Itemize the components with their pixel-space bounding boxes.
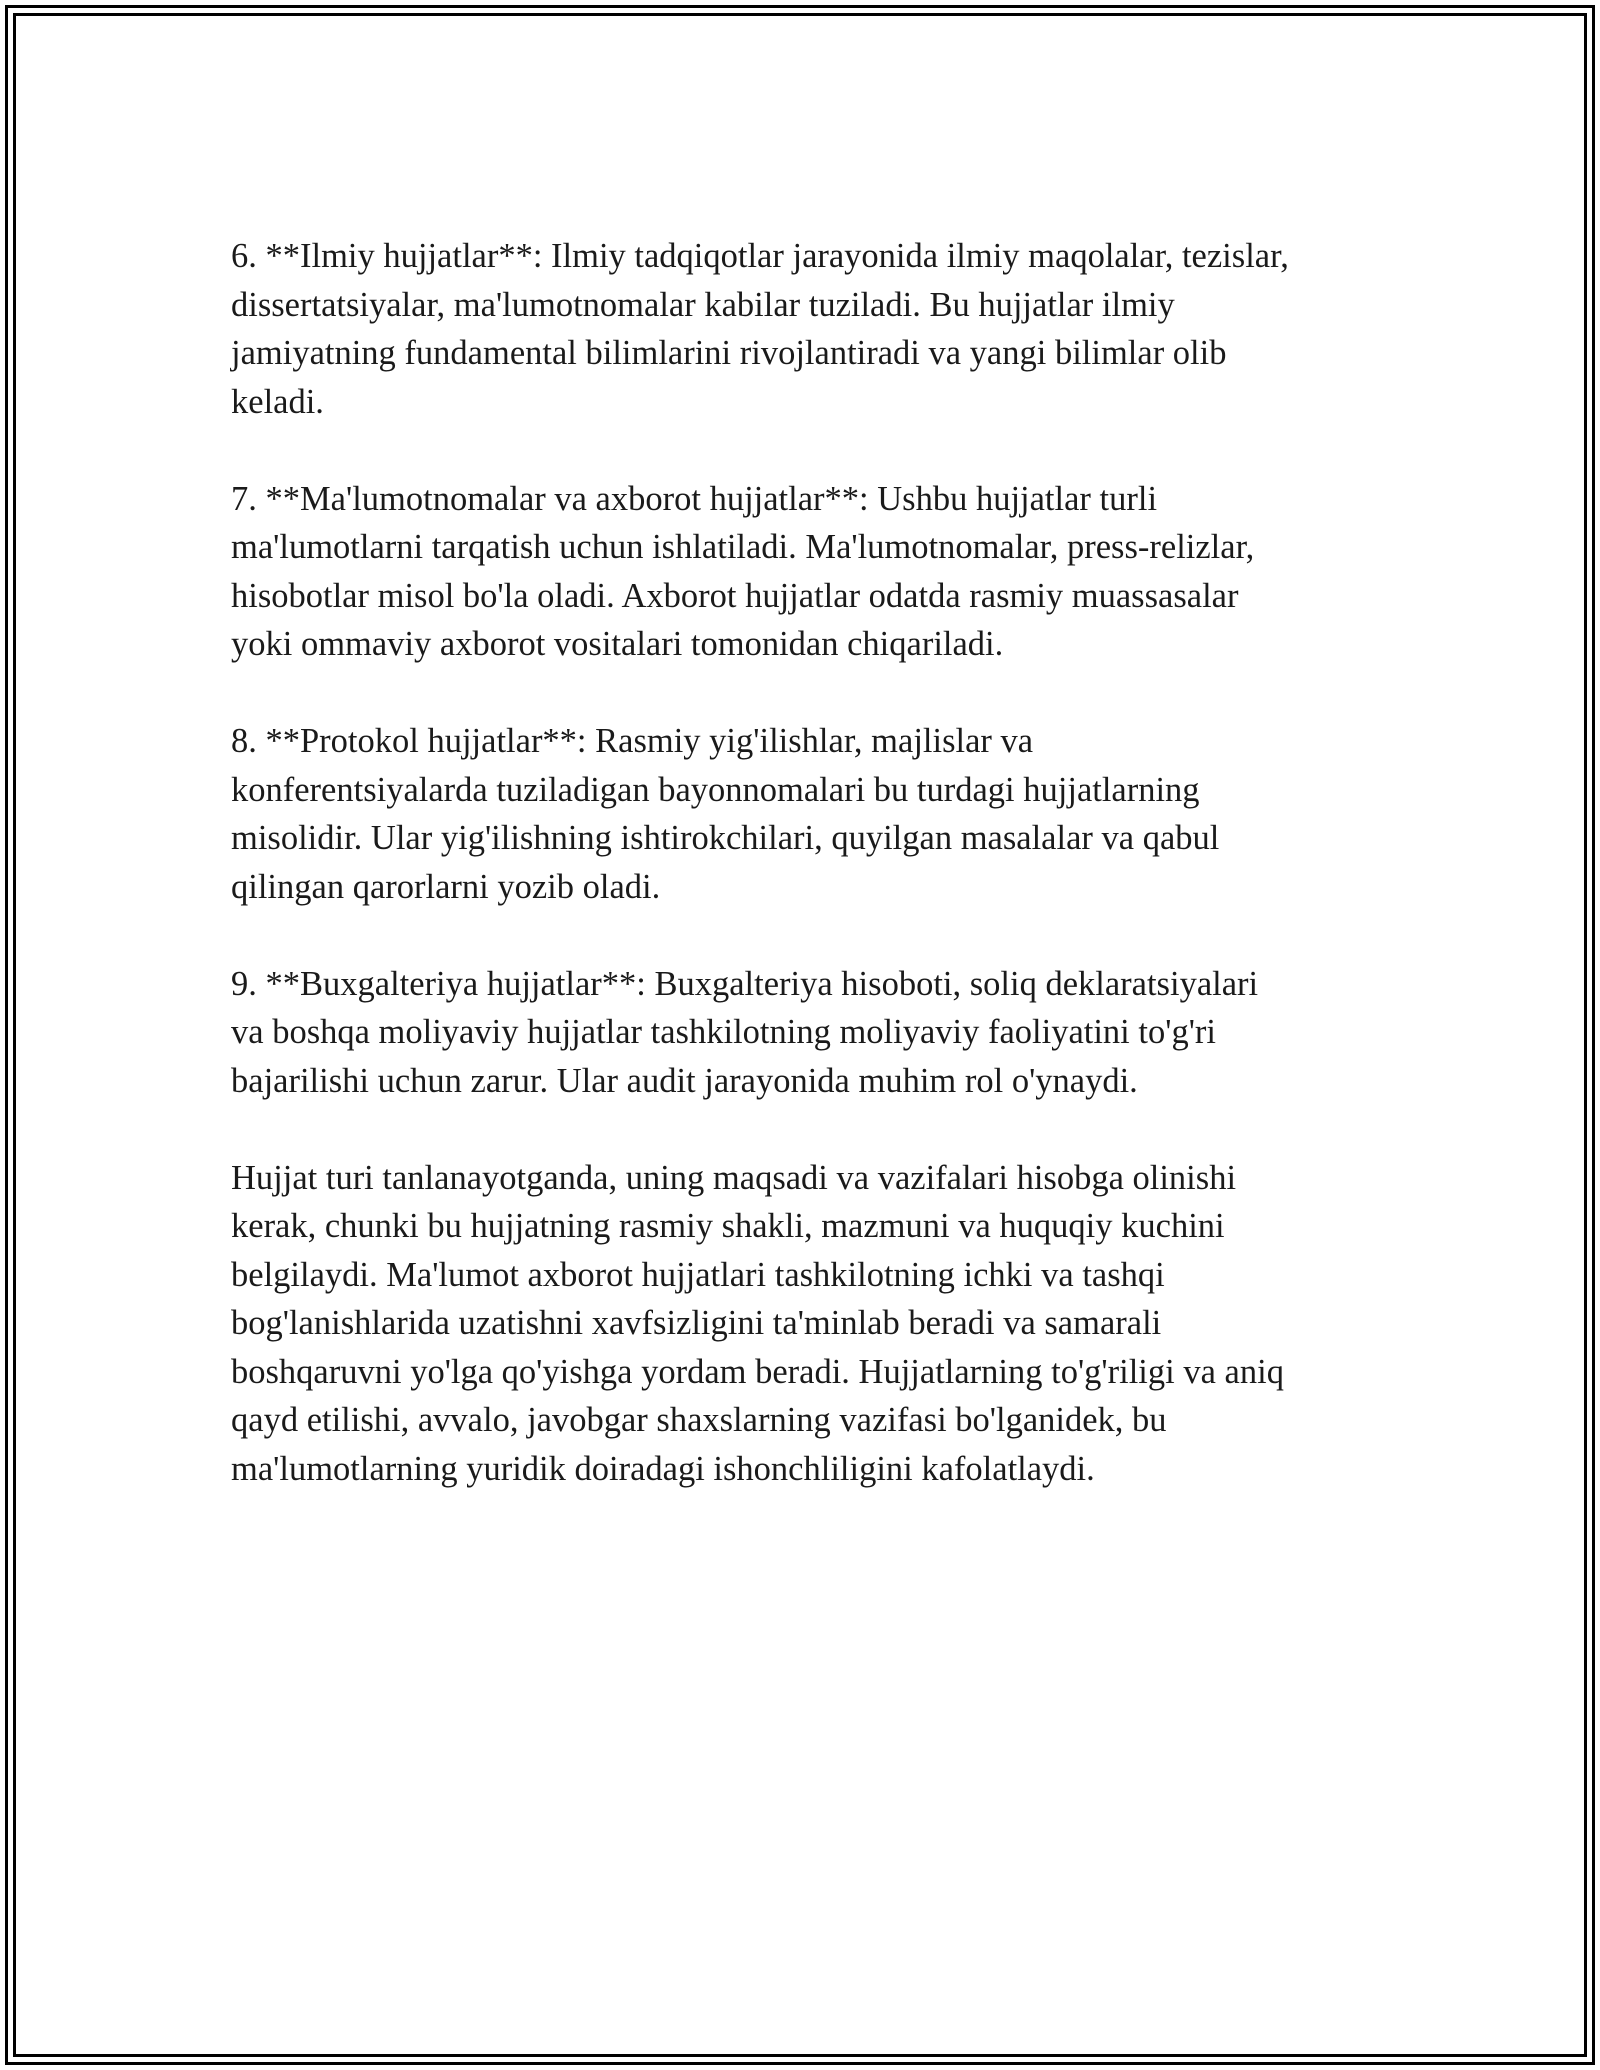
paragraph-buxgalteriya-hujjatlar: 9. **Buxgalteriya hujjatlar**: Buxgalteriya hisoboti, soliq deklaratsiyalari va boshqa moliyaviy hujjatlar tashkilotning moliyaviy faoliyatini to'g'ri bajarilishi uchun zarur. Ular audit jarayonida muhim rol o'ynaydi. (231, 964, 1259, 1100)
paragraph-ilmiy-hujjatlar: 6. **Ilmiy hujjatlar**: Ilmiy tadqiqotlar jarayonida ilmiy maqolalar, tezislar, dissertatsiyalar, ma'lumotnomalar kabilar tuziladi. Bu hujjatlar ilmiy jamiyatning fundamental bilimlarini rivojlantiradi va yangi bilimlar olib keladi. (231, 237, 1289, 421)
paragraph-malumotnomalar: 7. **Ma'lumotnomalar va axborot hujjatlar**: Ushbu hujjatlar turli ma'lumotlarni tarqatish uchun ishlatiladi. Ma'lumotnomalar, press-relizlar, hisobotlar misol bo'la oladi. Axborot hujjatlar odatda rasmiy muassasalar yoki ommaviy axborot vositalari tomonidan chiqariladi. (231, 479, 1255, 663)
paragraph-protokol-hujjatlar: 8. **Protokol hujjatlar**: Rasmiy yig'ilishlar, majlislar va konferentsiyalarda tuziladigan bayonnomalari bu turdagi hujjatlarning misolidir. Ular yig'ilishning ishtirokchilari, quyilgan masalalar va qabul qilingan qarorlarni yozib oladi. (231, 722, 1220, 906)
document-body (231, 232, 1381, 1493)
paragraph-conclusion: Hujjat turi tanlanayotganda, uning maqsadi va vazifalari hisobga olinishi kerak, chunki bu hujjatning rasmiy shakli, mazmuni va huquqiy kuchini belgilaydi. Ma'lumot axborot hujjatlari tashkilotning ichki va tashqi bog'lanishlarida uzatishni xavfsizligini ta'minlab beradi va samarali boshqaruvni yo'lga qo'yishga yordam beradi. Hujjatlarning to'g'riligi va aniq qayd etilishi, avvalo, javobgar shaxslarning vazifasi bo'lganidek, bu ma'lumotlarning yuridik doiradagi ishonchliligini kafolatlaydi. (231, 1158, 1284, 1488)
